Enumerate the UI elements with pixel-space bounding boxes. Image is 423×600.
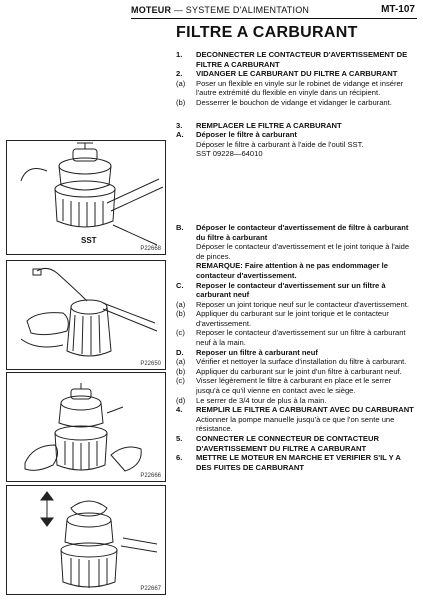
step-marker: 1. — [176, 50, 183, 59]
figure-remove-filter — [6, 140, 166, 255]
step-text: Actionner la pompe manuelle jusqu'à ce que l'on sente une résistance. — [196, 414, 395, 434]
step-text: REMPLIR LE FILTRE A CARBURANT AVEC DU CARBURANT — [196, 405, 414, 415]
step-text: VIDANGER LE CARBURANT DU FILTRE A CARBURANT — [196, 69, 398, 79]
step-text: Déposer le filtre à carburant à l'aide de l'outil SST. — [196, 139, 364, 149]
step-4 — [176, 405, 416, 415]
step-marker: D. — [176, 347, 184, 357]
step-3d-c — [176, 376, 416, 395]
step-3d-b — [176, 367, 416, 377]
figure-code: P22667 — [140, 586, 161, 592]
step-text: Desserrer le bouchon de vidange et vidanger le carburant. — [196, 97, 392, 107]
step-marker: 3. — [176, 120, 183, 130]
step-3 — [176, 121, 416, 131]
step-text: Visser légèrement le filtre à carburant en place et le serrer jusqu'à ce qu'il vienne en contact avec le siège. — [196, 376, 392, 396]
sst-number: SST 09228—64010 — [196, 149, 263, 159]
step-marker: (a) — [176, 78, 186, 88]
illustration-priming-pump — [7, 486, 165, 594]
step-marker: (b) — [176, 366, 186, 376]
step-3a — [176, 130, 416, 140]
step-text: METTRE LE MOTEUR EN MARCHE ET VERIFIER S'IL Y A DES FUITES DE CARBURANT — [196, 453, 401, 472]
step-text: Vérifier et nettoyer la surface d'installation du filtre à carburant. — [196, 357, 407, 367]
step-text: Déposer le contacteur d'avertissement et le joint torique à l'aide de pinces. — [196, 242, 410, 261]
step-5 — [176, 434, 416, 453]
step-marker: B. — [176, 222, 184, 232]
step-text: Reposer un joint torique neuf sur le contacteur d'avertissement. — [196, 299, 409, 309]
step-text: DECONNECTER LE CONTACTEUR D'AVERTISSEMENT DE FILTRE A CARBURANT — [196, 50, 408, 69]
step-text: Déposer le filtre à carburant — [196, 130, 297, 140]
step-3c-c — [176, 328, 416, 347]
step-marker: (c) — [176, 376, 185, 386]
figure-code: P22668 — [140, 246, 161, 252]
step-marker: 4. — [176, 405, 183, 415]
step-marker: (d) — [176, 395, 186, 405]
section-title — [131, 5, 309, 15]
step-2b — [176, 98, 416, 108]
figure-remove-switch — [6, 260, 166, 370]
step-marker: 5. — [176, 434, 183, 443]
step-3c-b — [176, 309, 416, 328]
step-3a-detail — [176, 140, 416, 150]
figure-priming-pump — [6, 485, 166, 595]
page-number: MT-107 — [381, 4, 415, 15]
step-marker: 6. — [176, 453, 183, 463]
step-marker: C. — [176, 280, 184, 290]
step-text: Reposer le contacteur d'avertissement sur un filtre à carburant neuf — [196, 280, 386, 300]
section-title-bold: MOTEUR — [131, 5, 172, 15]
step-3a-sst — [176, 149, 416, 159]
step-3b-note — [176, 261, 416, 280]
step-text: Poser un flexible en vinyle sur le robinet de vidange et insérer l'autre extrémité du flexible en vinyle dans un récipient. — [196, 78, 404, 98]
step-marker: A. — [176, 130, 184, 140]
sst-callout: SST — [81, 236, 97, 245]
step-3d — [176, 348, 416, 358]
figure-install-switch — [6, 372, 166, 482]
note-text: REMARQUE: Faire attention à ne pas endommager le contacteur d'avertissement. — [196, 261, 388, 280]
step-marker: (a) — [176, 357, 186, 367]
header-rule — [131, 18, 417, 19]
figure-code: P22666 — [140, 473, 161, 479]
step-4-detail — [176, 415, 416, 434]
step-3b-detail — [176, 242, 416, 261]
illustration-switch-pliers — [7, 261, 165, 369]
step-text: Reposer un filtre à carburant neuf — [196, 347, 318, 357]
step-text: REMPLACER LE FILTRE A CARBURANT — [196, 120, 342, 130]
step-2 — [176, 69, 416, 79]
page-header — [0, 0, 423, 20]
step-marker: (b) — [176, 97, 186, 107]
step-marker: (c) — [176, 328, 185, 338]
figure-code: P22650 — [140, 361, 161, 367]
page-title: FILTRE A CARBURANT — [176, 24, 358, 41]
step-text: Déposer le contacteur d'avertissement de filtre à carburant du filtre à carburant — [196, 222, 409, 242]
illustration-switch-install — [7, 373, 165, 481]
procedure-body — [176, 24, 416, 472]
step-3d-a — [176, 357, 416, 367]
step-3c-a — [176, 300, 416, 310]
step-2a — [176, 79, 416, 98]
step-text: Appliquer du carburant sur le joint d'un filtre à carburant neuf. — [196, 366, 402, 376]
step-text: CONNECTER LE CONNECTEUR DE CONTACTEUR D'AVERTISSEMENT DU FILTRE A CARBURANT — [196, 434, 379, 453]
step-text: Le serrer de 3/4 tour de plus à la main. — [196, 395, 327, 405]
section-title-rest: — SYSTEME D'ALIMENTATION — [171, 5, 310, 15]
step-marker: 2. — [176, 69, 183, 79]
step-3b — [176, 223, 416, 242]
step-text: Reposer le contacteur d'avertissement sur un filtre à carburant neuf à la main. — [196, 328, 406, 348]
step-6 — [176, 453, 416, 472]
step-1 — [176, 50, 416, 69]
step-marker: (b) — [176, 309, 186, 319]
step-3d-d — [176, 396, 416, 406]
step-3c — [176, 281, 416, 300]
step-marker: (a) — [176, 299, 186, 309]
step-text: Appliquer du carburant sur le joint torique et le contacteur d'avertissement. — [196, 309, 389, 328]
